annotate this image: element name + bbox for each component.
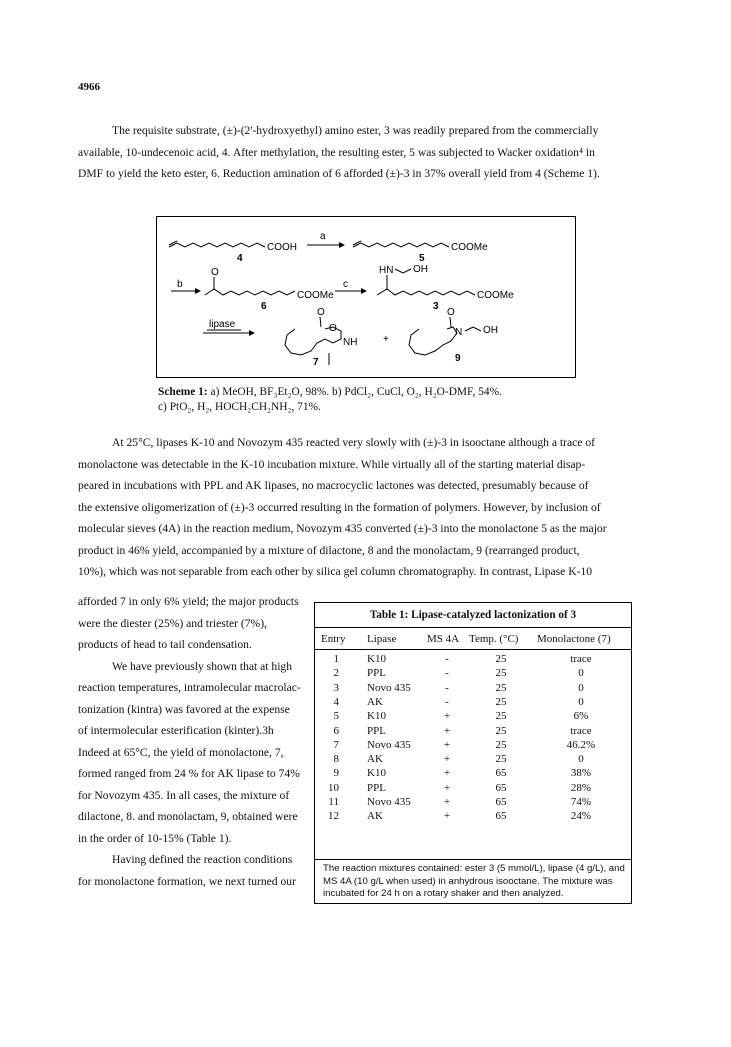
p3-line: afforded 7 in only 6% yield; the major products [78, 595, 299, 608]
table-cell: 0 [578, 753, 584, 766]
table-cell: 38% [570, 767, 592, 780]
compound-9-label: 9 [455, 353, 461, 364]
step-c-label: c [343, 279, 348, 290]
nh-label-7: NH [343, 337, 358, 348]
table-cell: 2 [333, 667, 339, 680]
table-note: The reaction mixtures contained: ester 3 (5 mmol/L), lipase (4 g/L), and MS 4A (10 g/L when used) in anhydrous isooctane. The mixture was incubated for 24 h on a rotary shaker and then analyzed. [323, 863, 625, 899]
table-row [315, 682, 631, 696]
table-header-monolactone: Monolactone (7) [537, 633, 611, 645]
n-label-9: N [455, 327, 463, 338]
table-cell: Novo 435 [367, 681, 411, 694]
p1-line: The requisite substrate, (±)-(2'-hydroxyethyl) amino ester, 3 was readily prepared from the commercially [112, 124, 599, 137]
p3-line: were the diester (25%) and triester (7%), [78, 616, 267, 630]
table-cell: Novo 435 [367, 738, 411, 751]
table-cell: Novo 435 [367, 796, 411, 808]
table-cell: K10 [367, 767, 386, 780]
table-header-temp: Temp. (°C) [469, 633, 519, 645]
table-cell: 6 [333, 724, 339, 737]
table-cell: + [443, 781, 451, 794]
table-cell: + [443, 767, 451, 780]
table-cell: 24% [570, 810, 592, 823]
page-number: 4966 [78, 81, 100, 93]
table-cell: PPL [367, 724, 386, 737]
table-row [315, 796, 631, 810]
table-header-ms4a: MS 4A [427, 633, 460, 645]
compound-3-label: 3 [433, 301, 439, 312]
paragraph-1 [78, 120, 658, 185]
oxo-label-9: O [447, 307, 455, 318]
table-cell: + [443, 753, 451, 766]
table-cell: 25 [495, 695, 507, 708]
p1-line: DMF to yield the keto ester, 6. Reduction amination of 6 afforded (±)-3 in 37% overall yield from 4 (Scheme 1). [78, 167, 600, 180]
chain-6 [205, 289, 295, 295]
chain-3 [377, 289, 475, 295]
table-cell: 12 [328, 810, 339, 823]
ring-o-label-7: O [329, 323, 337, 334]
table-row [315, 767, 631, 781]
oh-label-9: OH [483, 325, 498, 336]
table-cell: + [443, 724, 451, 737]
table-cell: 65 [495, 810, 507, 823]
table-cell: - [445, 653, 449, 665]
table-rule-bottom [315, 859, 631, 860]
table-cell: - [445, 667, 449, 680]
p2-line: molecular sieves (4A) in the reaction medium, Novozym 435 converted (±)-3 into the monolactone 5 as the major [78, 522, 607, 535]
table-cell: + [443, 738, 451, 751]
table-title: Table 1: Lipase-catalyzed lactonization of 3 [369, 609, 577, 621]
table-row [315, 739, 631, 753]
oxo-label-6: O [211, 267, 219, 278]
p2-line: 10%), which was not separable from each other by silica gel column chromatography. In contrast, Lipase K-10 [78, 565, 593, 578]
table-cell: K10 [367, 710, 386, 723]
p3-line: reaction temperatures, intramolecular macrolac- [78, 681, 301, 694]
table-cell: - [445, 681, 449, 694]
compound-6-label: 6 [261, 301, 267, 312]
table-1 [314, 602, 632, 904]
p3-line: We have previously shown that at high [112, 659, 293, 673]
scheme-1-figure [156, 216, 576, 378]
coome-label-6: COOMe [297, 290, 334, 301]
p3-line: for monolactone formation, we next turned our [78, 874, 296, 888]
table-rule-header [315, 649, 631, 650]
compound-7-label: 7 [313, 357, 319, 368]
table-cell: K10 [367, 653, 386, 665]
table-cell: 0 [578, 681, 584, 694]
table-cell: 3 [333, 681, 339, 694]
table-cell: 8 [333, 753, 339, 766]
table-cell: trace [570, 653, 592, 665]
chain-4 [169, 243, 265, 247]
table-cell: 5 [333, 710, 339, 723]
table-cell: 4 [333, 695, 339, 708]
table-cell: 0 [578, 667, 584, 680]
table-cell: 28% [570, 781, 592, 794]
table-cell: 6% [573, 710, 589, 723]
table-cell: + [443, 810, 451, 823]
table-row [315, 653, 631, 667]
coome-label-5: COOMe [451, 242, 488, 253]
table-row [315, 810, 631, 824]
p3-line: tonization (kintra) was favored at the expense [78, 702, 290, 716]
table-cell: 0 [578, 695, 584, 708]
table-header-entry: Entry [321, 633, 346, 645]
table-cell: AK [367, 695, 383, 708]
hn-label: HN [379, 265, 394, 276]
table-cell: AK [367, 753, 383, 766]
table-row [315, 782, 631, 796]
table-cell: AK [367, 810, 383, 823]
table-rule-top [315, 627, 631, 628]
chain-5 [353, 243, 449, 247]
compound-5-label: 5 [419, 253, 425, 264]
p3-line: dilactone, 8. and monolactam, 9, obtained were [78, 810, 298, 823]
table-cell: 25 [495, 653, 507, 665]
table-cell: PPL [367, 667, 386, 680]
caption-line-2: c) PtO₂, H₂, HOCH₂CH₂NH₂, 71%. [158, 401, 321, 413]
table-cell: 46.2% [566, 738, 596, 751]
table-cell: 9 [333, 767, 339, 780]
p3-line: for Novozym 435. In all cases, the mixture of [78, 788, 290, 802]
paragraph-3 [78, 591, 313, 892]
table-cell: 74% [570, 796, 592, 808]
table-cell: 65 [495, 767, 507, 780]
table-row [315, 725, 631, 739]
table-cell: PPL [367, 781, 386, 794]
table-row [315, 753, 631, 767]
p3-line: in the order of 10-15% (Table 1). [78, 831, 232, 845]
table-cell: 25 [495, 667, 507, 680]
p3-line: formed ranged from 24 % for AK lipase to 74% [78, 767, 300, 780]
table-cell: 7 [333, 738, 339, 751]
oh-label-3: OH [413, 264, 428, 275]
table-cell: - [445, 695, 449, 708]
oxo-label-7: O [317, 307, 325, 318]
cooh-label: COOH [267, 242, 297, 253]
p2-line: product in 46% yield, accompanied by a mixture of dilactone, 8 and the monolactam, 9 (rearranged product, [78, 543, 580, 557]
table-cell: 25 [495, 681, 507, 694]
table-cell: + [443, 710, 451, 723]
table-cell: 25 [495, 710, 507, 723]
scheme-caption [158, 385, 502, 415]
table-cell: 25 [495, 753, 507, 766]
coome-label-3: COOMe [477, 290, 514, 301]
table-cell: 65 [495, 796, 507, 808]
macrocycle-9 [409, 327, 457, 355]
table-cell: 65 [495, 781, 507, 794]
paragraph-2 [78, 432, 660, 583]
lipase-label: lipase [209, 319, 236, 330]
p3-line: of intermolecular esterification (kinter).3h [78, 724, 274, 737]
compound-4-label: 4 [237, 253, 243, 264]
table-cell: + [443, 796, 451, 808]
table-cell: 1 [333, 653, 339, 665]
p2-line: the extensive oligomerization of (±)-3 occurred resulting in the formation of polymers. However, by inclusion of [78, 500, 601, 514]
scheme-1-drawing [157, 217, 575, 377]
table-row [315, 710, 631, 724]
p3-line: Indeed at 65°C, the yield of monolactone, 7, [78, 745, 284, 759]
table-row [315, 667, 631, 681]
p1-line: available, 10-undecenoic acid, 4. After methylation, the resulting ester, 5 was subjected to Wacker oxidation⁴ in [78, 145, 595, 159]
table-cell: 10 [328, 781, 339, 794]
table-header-lipase: Lipase [367, 633, 397, 645]
step-b-label: b [177, 279, 183, 290]
p2-line: peared in incubations with PPL and AK lipases, no macrocyclic lactones was detected, presumably because of [78, 479, 589, 492]
p3-line: products of head to tail condensation. [78, 638, 252, 651]
table-cell: trace [570, 724, 592, 737]
caption-line-1: a) MeOH, BF₃Et₂O, 98%. b) PdCl₂, CuCl, O₂, H₂O-DMF, 54%. [210, 386, 502, 398]
table-row [315, 696, 631, 710]
p3-line: Having defined the reaction conditions [112, 853, 293, 866]
plus-sign: + [383, 334, 389, 345]
p2-line: At 25°C, lipases K-10 and Novozym 435 reacted very slowly with (±)-3 in isooctane although a trace of [112, 436, 595, 449]
table-cell: 11 [328, 796, 339, 808]
step-a-label: a [320, 231, 326, 242]
table-cell: 25 [495, 738, 507, 751]
p2-line: monolactone was detectable in the K-10 incubation mixture. While virtually all of the starting material disap- [78, 457, 586, 471]
table-cell: 25 [495, 724, 507, 737]
caption-label: Scheme 1: [158, 386, 208, 398]
